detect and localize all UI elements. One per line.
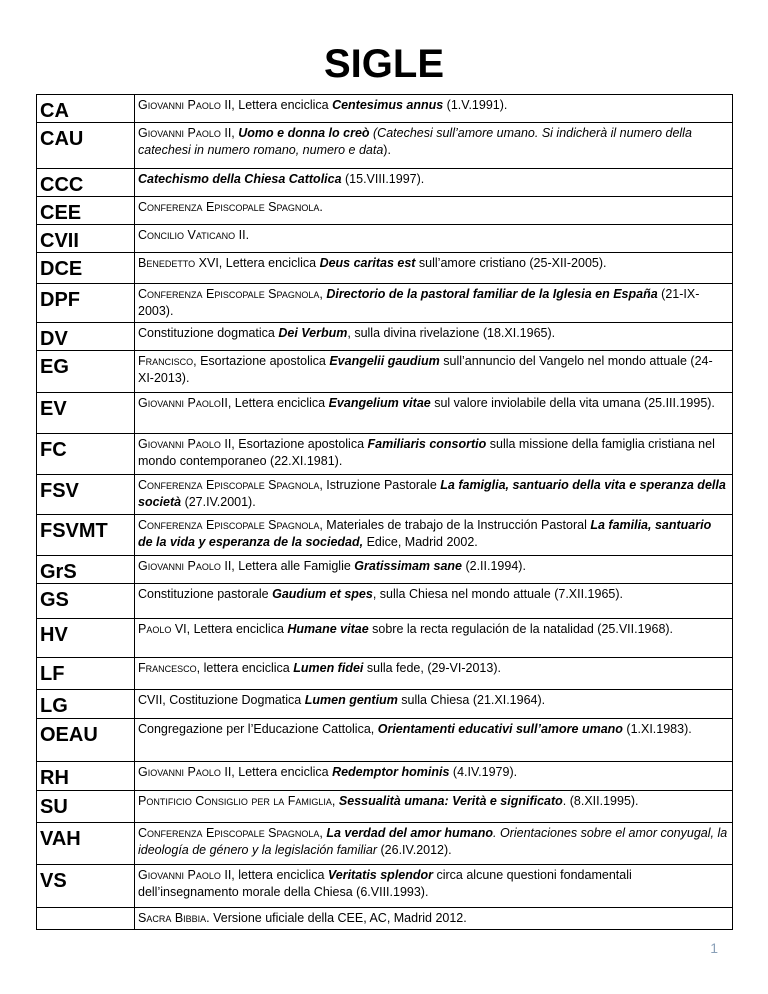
description-cell [135, 791, 733, 823]
description-text: Giovanni Paolo [138, 396, 221, 410]
table-row [37, 908, 733, 930]
table-row [37, 475, 733, 515]
description-text: Conferenza Episcopale Spagnola [138, 478, 320, 492]
description-text: Dei Verbum [278, 326, 348, 340]
abbreviation-cell: VS [37, 865, 135, 908]
description-text: CVII, Costituzione Dogmatica [138, 693, 305, 707]
description-text: VI, Lettera enciclica [171, 622, 288, 636]
description-text: Conferenza Episcopale Spagnola [138, 200, 320, 214]
description-text: Evangelii gaudium [329, 354, 440, 368]
description-text: Giovanni Paolo [138, 98, 221, 112]
description-text: (15.VIII.1997). [341, 172, 425, 186]
table-row [37, 584, 733, 619]
description-text: (26.IV.2012). [377, 843, 452, 857]
description-text: ). [383, 143, 391, 157]
table-row [37, 658, 733, 690]
description-text: Congregazione per l’Educazione Cattolica, [138, 722, 378, 736]
abbreviation-cell: CCC [37, 169, 135, 197]
description-text: Paolo [138, 622, 172, 636]
description-text: II, Lettera enciclica [220, 396, 329, 410]
description-text: La famiglia, santuario della vita e speranza della società [138, 478, 726, 509]
description-text: sull’amore cristiano (25-XII-2005). [415, 256, 607, 270]
description-text: Edice, Madrid 2002. [363, 535, 478, 549]
table-row [37, 434, 733, 475]
abbreviation-cell: SU [37, 791, 135, 823]
description-text: (27.IV.2001). [181, 495, 256, 509]
description-cell [135, 95, 733, 123]
description-text: (4.IV.1979). [449, 765, 518, 779]
description-text: . Orientaciones sobre el amor conyugal, la ideología de género y la legislación familiar [138, 826, 728, 857]
table-row [37, 823, 733, 865]
abbreviation-cell: DV [37, 323, 135, 351]
description-text: circa alcune questioni fondamentali dell’insegnamento morale della Chiesa (6.VIII.1993). [138, 868, 632, 899]
description-cell [135, 169, 733, 197]
description-text: , sulla divina rivelazione (18.XI.1965). [347, 326, 556, 340]
description-cell [135, 865, 733, 908]
abbreviation-cell: GrS [37, 556, 135, 584]
description-cell [135, 515, 733, 556]
description-text: sul valore inviolabile della vita umana (25.III.1995). [430, 396, 715, 410]
abbreviation-cell: DPF [37, 284, 135, 323]
description-text: Catechismo della Chiesa Cattolica [138, 172, 342, 186]
abbreviation-cell: LF [37, 658, 135, 690]
abbreviation-cell: OEAU [37, 719, 135, 762]
description-text: Versione uficiale della CEE, AC, Madrid 2012. [209, 911, 467, 925]
abbreviation-cell: GS [37, 584, 135, 619]
description-cell [135, 908, 733, 930]
description-text: (1.XI.1983). [622, 722, 692, 736]
description-text: Conferenza Episcopale Spagnola [138, 826, 320, 840]
table-row [37, 393, 733, 434]
table-row [37, 323, 733, 351]
description-text: Giovanni Paolo [138, 559, 221, 573]
description-text: II, [220, 126, 239, 140]
description-text: , lettera enciclica [196, 661, 294, 675]
description-text: Directorio de la pastoral familiar de la Iglesia en España [326, 287, 658, 301]
description-text: II, Lettera enciclica [220, 765, 333, 779]
description-text: Humane vitae [287, 622, 369, 636]
table-row [37, 123, 733, 169]
description-text: Conferenza Episcopale Spagnola [138, 518, 320, 532]
description-text: Evangelium vitae [328, 396, 431, 410]
table-row [37, 169, 733, 197]
description-text: Sacra Bibbia. [138, 911, 210, 925]
description-text: La verdad del amor humano [326, 826, 494, 840]
abbreviation-cell: VAH [37, 823, 135, 865]
description-text: (1.V.1991). [443, 98, 508, 112]
abbreviation-cell: CEE [37, 197, 135, 225]
description-text: Centesimus annus [332, 98, 444, 112]
table-row [37, 865, 733, 908]
description-cell [135, 556, 733, 584]
abbreviation-cell: FC [37, 434, 135, 475]
description-text: Giovanni Paolo [138, 437, 221, 451]
description-text: , [331, 794, 339, 808]
description-cell [135, 719, 733, 762]
table-row [37, 284, 733, 323]
description-text: Pontificio Consiglio per la Famiglia [138, 794, 332, 808]
description-cell [135, 619, 733, 658]
description-text: , [319, 287, 327, 301]
description-text: , [319, 826, 327, 840]
description-text: sulla missione della famiglia cristiana nel mondo contemporaneo (22.XI.1981). [138, 437, 715, 468]
table-row [37, 515, 733, 556]
table-row [37, 791, 733, 823]
abbreviation-cell: CA [37, 95, 135, 123]
description-text: Giovanni Paolo [138, 868, 221, 882]
abbreviation-cell: FSV [37, 475, 135, 515]
description-text: II, Lettera alle Famiglie [220, 559, 355, 573]
table-row [37, 197, 733, 225]
description-cell [135, 823, 733, 865]
description-text: sobre la recta regulación de la natalidad (25.VII.1968). [368, 622, 674, 636]
abbreviation-cell [37, 908, 135, 930]
abbreviations-table [36, 94, 733, 930]
abbreviation-cell: FSVMT [37, 515, 135, 556]
description-text: . (8.XII.1995). [562, 794, 639, 808]
abbreviation-cell: CAU [37, 123, 135, 169]
description-text: , sulla Chiesa nel mondo attuale (7.XII.1965). [372, 587, 623, 601]
description-text: Uomo e donna lo creò [238, 126, 370, 140]
abbreviation-cell: DCE [37, 253, 135, 284]
description-cell [135, 393, 733, 434]
description-text: Gaudium et spes [272, 587, 373, 601]
description-text: (2.II.1994). [462, 559, 526, 573]
description-text: II, lettera enciclica [220, 868, 328, 882]
description-text: Veritatis splendor [327, 868, 434, 882]
table-row [37, 351, 733, 393]
description-text: Giovanni Paolo [138, 126, 221, 140]
description-text: Francesco [138, 661, 197, 675]
description-text: XVI, Lettera enciclica [195, 256, 320, 270]
description-cell [135, 584, 733, 619]
description-cell [135, 658, 733, 690]
description-text: , Istruzione Pastorale [319, 478, 441, 492]
table-row [37, 95, 733, 123]
description-text: Lumen gentium [304, 693, 398, 707]
table-row [37, 719, 733, 762]
description-cell [135, 475, 733, 515]
description-cell [135, 351, 733, 393]
table-row [37, 556, 733, 584]
abbreviation-cell: EG [37, 351, 135, 393]
description-text: Lumen fidei [293, 661, 364, 675]
abbreviation-cell: LG [37, 690, 135, 719]
page-title: SIGLE [323, 42, 445, 86]
description-text: Orientamenti educativi sull’amore umano [377, 722, 623, 736]
table-row [37, 253, 733, 284]
description-text: Deus caritas est [319, 256, 416, 270]
description-text: II. [235, 228, 250, 242]
description-cell [135, 225, 733, 253]
description-cell [135, 323, 733, 351]
description-text: Giovanni Paolo [138, 765, 221, 779]
description-text: Constituzione dogmatica [138, 326, 279, 340]
description-cell [135, 434, 733, 475]
description-text: Conferenza Episcopale Spagnola [138, 287, 320, 301]
abbreviation-cell: RH [37, 762, 135, 791]
description-text: Benedetto [138, 256, 196, 270]
description-cell [135, 762, 733, 791]
table-row [37, 690, 733, 719]
description-text: sull’annuncio del Vangelo nel mondo attuale (24-XI-2013). [138, 354, 713, 385]
description-text: Constituzione pastorale [138, 587, 273, 601]
page-number: 1 [710, 940, 718, 956]
description-text: Francisco [138, 354, 194, 368]
description-text: , Materiales de trabajo de la Instrucción Pastoral [319, 518, 591, 532]
description-text: sulla Chiesa (21.XI.1964). [397, 693, 546, 707]
description-text: II, Esortazione apostolica [220, 437, 368, 451]
abbreviation-cell: EV [37, 393, 135, 434]
table-row [37, 762, 733, 791]
abbreviation-cell: CVII [37, 225, 135, 253]
description-text: Gratissimam sane [354, 559, 462, 573]
description-text: , Esortazione apostolica [193, 354, 330, 368]
description-cell [135, 197, 733, 225]
description-text: La familia, santuario de la vida y esperanza de la sociedad, [138, 518, 712, 549]
description-text: (21-IX-2003). [138, 287, 700, 318]
description-text: (Catechesi sull’amore umano. Si indicherà il numero della catechesi in numero romano, numero e data [138, 126, 692, 157]
description-text: sulla fede, (29-VI-2013). [363, 661, 501, 675]
table-row [37, 225, 733, 253]
description-cell [135, 284, 733, 323]
description-text: Concilio Vaticano [138, 228, 236, 242]
description-text: Familiaris consortio [367, 437, 487, 451]
description-text: Redemptor hominis [332, 765, 450, 779]
abbreviation-cell: HV [37, 619, 135, 658]
description-text: Sessualità umana: Verità e significato [338, 794, 563, 808]
description-text: . [319, 200, 323, 214]
description-cell [135, 253, 733, 284]
description-text: II, Lettera enciclica [220, 98, 333, 112]
description-cell [135, 123, 733, 169]
table-row [37, 619, 733, 658]
description-cell [135, 690, 733, 719]
